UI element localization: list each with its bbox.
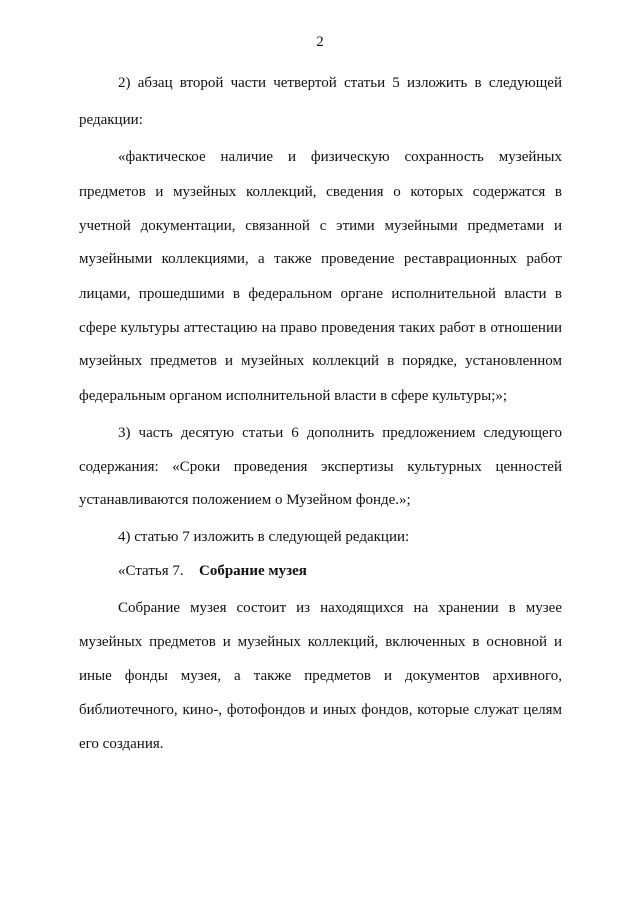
article7-prefix: «Статья 7.	[118, 563, 184, 579]
item3-line-2: содержания: «Сроки проведения экспертизы культурных ценностей	[79, 459, 562, 475]
quote1-line-1: «фактическое наличие и физическую сохранность музейных	[118, 149, 562, 165]
quote1-line-6: сфере культуры аттестацию на право проведения таких работ в отношении	[79, 320, 562, 336]
article7-line-5: его создания.	[79, 736, 164, 752]
quote1-line-8: федеральным органом исполнительной власти в сфере культуры;»;	[79, 388, 508, 404]
page-number: 2	[316, 34, 324, 50]
article7-line-4: библиотечного, кино-, фотофондов и иных фондов, которые служат целям	[79, 702, 562, 718]
quote1-line-2: предметов и музейных коллекций, сведения о которых содержатся в	[79, 184, 562, 200]
item4-line: 4) статью 7 изложить в следующей редакции:	[118, 529, 410, 545]
article7-title: Собрание музея	[199, 563, 307, 579]
item2-line-1: 2) абзац второй части четвертой статьи 5 изложить в следующей	[118, 75, 562, 91]
quote1-line-3: учетной документации, связанной с этими музейными предметами и	[79, 218, 562, 234]
article7-line-1: Собрание музея состоит из находящихся на хранении в музее	[118, 600, 562, 616]
quote1-line-4: музейными коллекциями, а также проведение реставрационных работ	[79, 251, 562, 267]
quote1-line-5: лицами, прошедшими в федеральном органе исполнительной власти в	[79, 286, 562, 302]
item3-line-3: устанавливаются положением о Музейном фонде.»;	[79, 492, 411, 508]
item2-line-2: редакции:	[79, 112, 143, 128]
article7-line-2: музейных предметов и музейных коллекций, включенных в основной и	[79, 634, 562, 650]
article7-line-3: иные фонды музея, а также предметов и документов архивного,	[79, 668, 562, 684]
quote1-line-7: музейных предметов и музейных коллекций в порядке, установленном	[79, 353, 562, 369]
item3-line-1: 3) часть десятую статьи 6 дополнить предложением следующего	[118, 425, 562, 441]
